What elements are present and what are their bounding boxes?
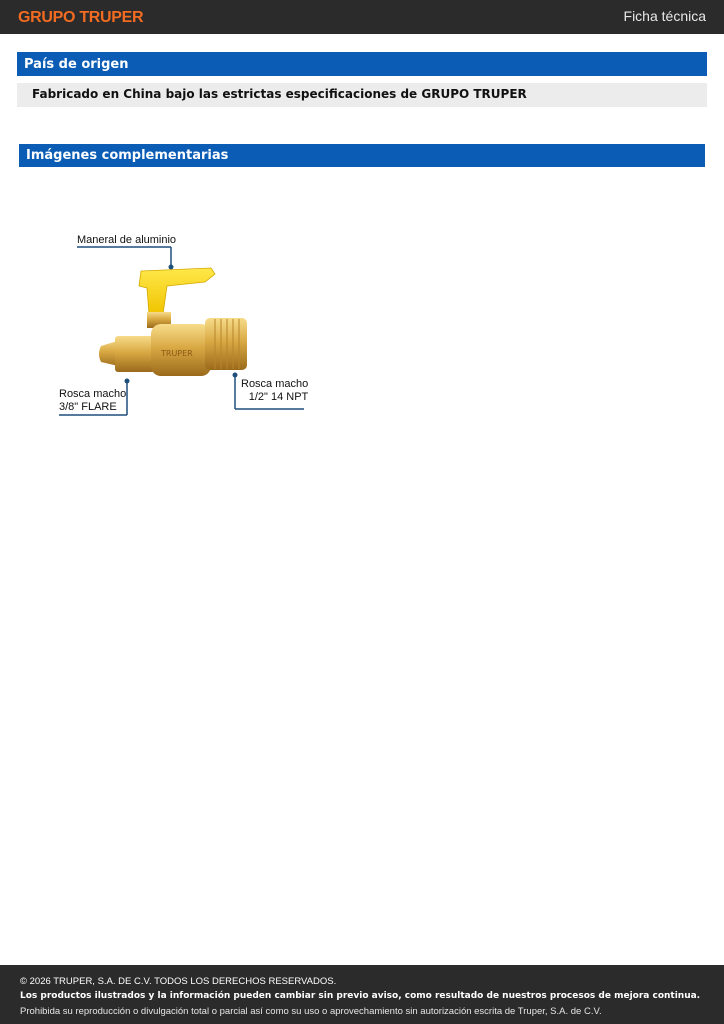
product-image-ball-valve <box>55 226 315 426</box>
callout-npt-label <box>241 378 308 404</box>
svg-text:TRUPER: TRUPER <box>161 349 193 358</box>
footer-copyright: © 2026 TRUPER, S.A. DE C.V. TODOS LOS DERECHOS RESERVADOS. <box>20 976 337 987</box>
footer-prohibition: Prohibida su reproducción o divulgación total o parcial así como su uso o aprovechamiento sin autorización escrita de Truper, S.A. de C.V. <box>20 1006 602 1017</box>
footer <box>0 965 724 1024</box>
top-bar <box>0 0 724 34</box>
callout-flare-line1: Rosca macho <box>59 388 127 400</box>
footer-notice: Los productos ilustrados y la información pueden cambiar sin previo aviso, como resultado de nuestros procesos de mejora continua. <box>20 991 701 1001</box>
section-heading-images: Imágenes complementarias <box>19 144 705 167</box>
section-heading-origin: País de origen <box>17 52 707 76</box>
callout-npt-line1: Rosca macho <box>241 378 309 390</box>
callout-flare-label <box>59 388 126 414</box>
callout-flare-line2: 3/8" FLARE <box>59 401 117 413</box>
document-type-label: Ficha técnica <box>623 8 706 24</box>
callout-handle-label: Maneral de aluminio <box>77 234 177 246</box>
callout-npt-line2: 1/2" 14 NPT <box>248 391 309 403</box>
grupo-truper-logo: GRUPO TRUPER <box>18 9 144 26</box>
origin-text: Fabricado en China bajo las estrictas especificaciones de GRUPO TRUPER <box>17 83 707 107</box>
